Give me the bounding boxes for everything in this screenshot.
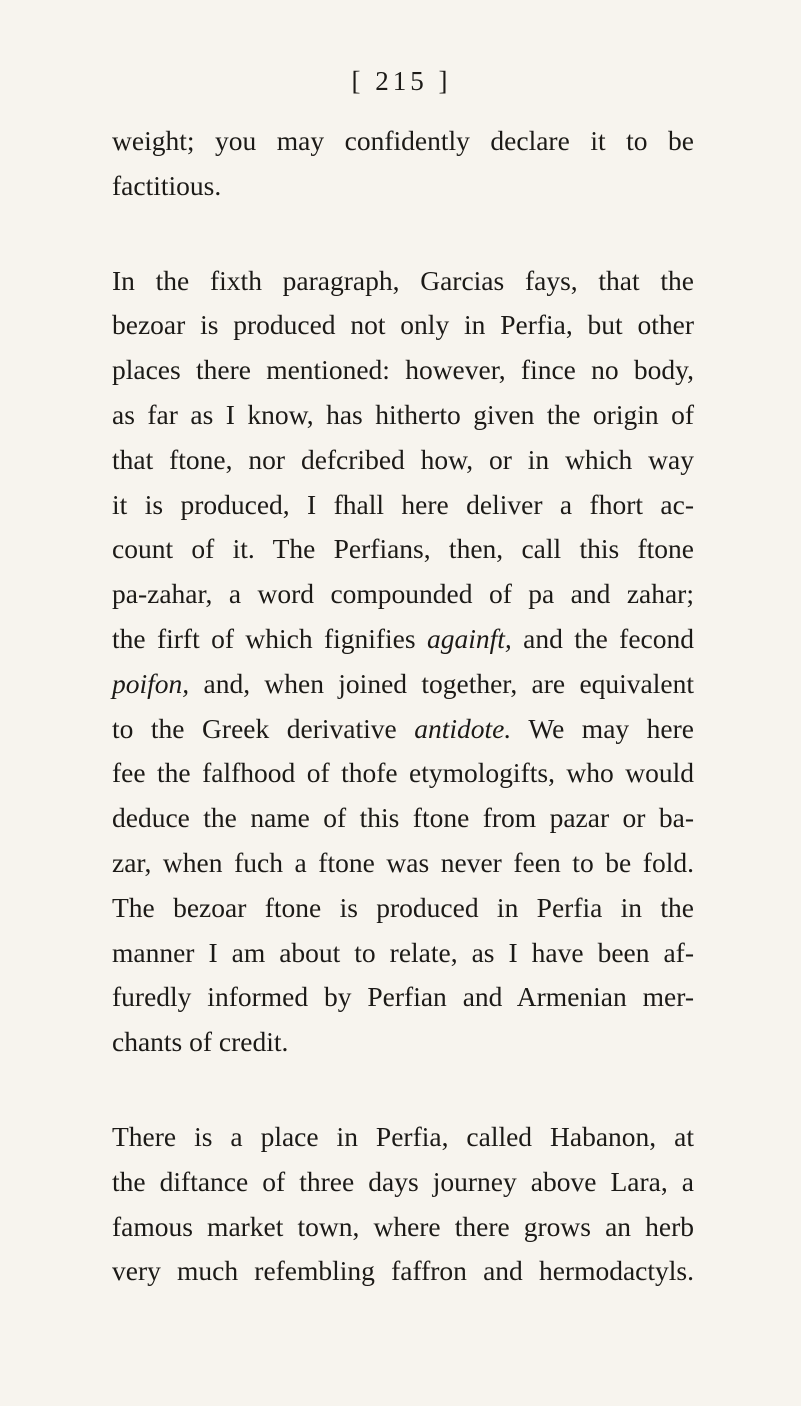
paragraph-habanon <box>112 1115 694 1294</box>
italic-word: poifon, <box>112 667 190 699</box>
text-line: manner I am about to relate, as I have been af- <box>112 936 694 968</box>
text-line: There is a place in Perfia, called Habanon, at <box>112 1120 694 1152</box>
text-line: deduce the name of this ftone from pazar or ba- <box>112 802 694 834</box>
paragraph-spacer <box>112 1065 691 1115</box>
text-line: bezoar is produced not only in Perfia, but other <box>112 309 694 341</box>
text-line: that ftone, nor defcribed how, or in which way <box>112 443 694 475</box>
text-line: weight; you may confidently declare it to be <box>112 125 694 156</box>
text-line: furedly informed by Perfian and Armenian mer- <box>112 981 694 1013</box>
text-line: zar, when fuch a ftone was never feen to be fold. <box>112 846 694 878</box>
text-segment: to the Greek derivative <box>112 712 397 744</box>
paragraph-spacer <box>112 209 691 259</box>
text-line: In the fixth paragraph, Garcias fays, that the <box>112 264 694 296</box>
page-number: [ 215 ] <box>351 66 452 96</box>
text-segment: We may here <box>528 712 694 744</box>
text-segment: and the fecond <box>523 622 695 654</box>
text-line: count of it. The Perfians, then, call this ftone <box>112 533 694 565</box>
text-line: fee the falfhood of thofe etymologifts, who would <box>112 757 694 789</box>
text-line: pa-zahar, a word compounded of pa and zahar; <box>112 578 694 610</box>
text-line: it is produced, I fhall here deliver a fhort ac- <box>112 488 694 520</box>
text-line-mixed <box>112 707 694 752</box>
text-line: famous market town, where there grows an herb <box>112 1210 694 1242</box>
text-line: factitious. <box>112 169 222 201</box>
paragraph-continuation <box>112 119 694 209</box>
text-segment: and, when joined together, are equivalent <box>203 667 694 699</box>
italic-word: againft, <box>426 622 512 654</box>
text-line: very much refembling faffron and hermodactyls. <box>112 1255 694 1287</box>
text-line: the diftance of three days journey above Lara, a <box>112 1165 694 1197</box>
text-line: chants of credit. <box>112 1026 289 1058</box>
text-line: as far as I know, has hitherto given the origin of <box>112 398 694 430</box>
text-segment: the firft of which fignifies <box>112 622 416 654</box>
text-line-mixed <box>112 662 694 707</box>
text-line: places there mentioned: however, fince no body, <box>112 354 694 386</box>
text-line-mixed <box>112 617 694 662</box>
italic-word: antidote. <box>414 712 512 744</box>
text-line: The bezoar ftone is produced in Perfia in the <box>112 891 694 923</box>
paragraph-sixth <box>112 259 695 1065</box>
